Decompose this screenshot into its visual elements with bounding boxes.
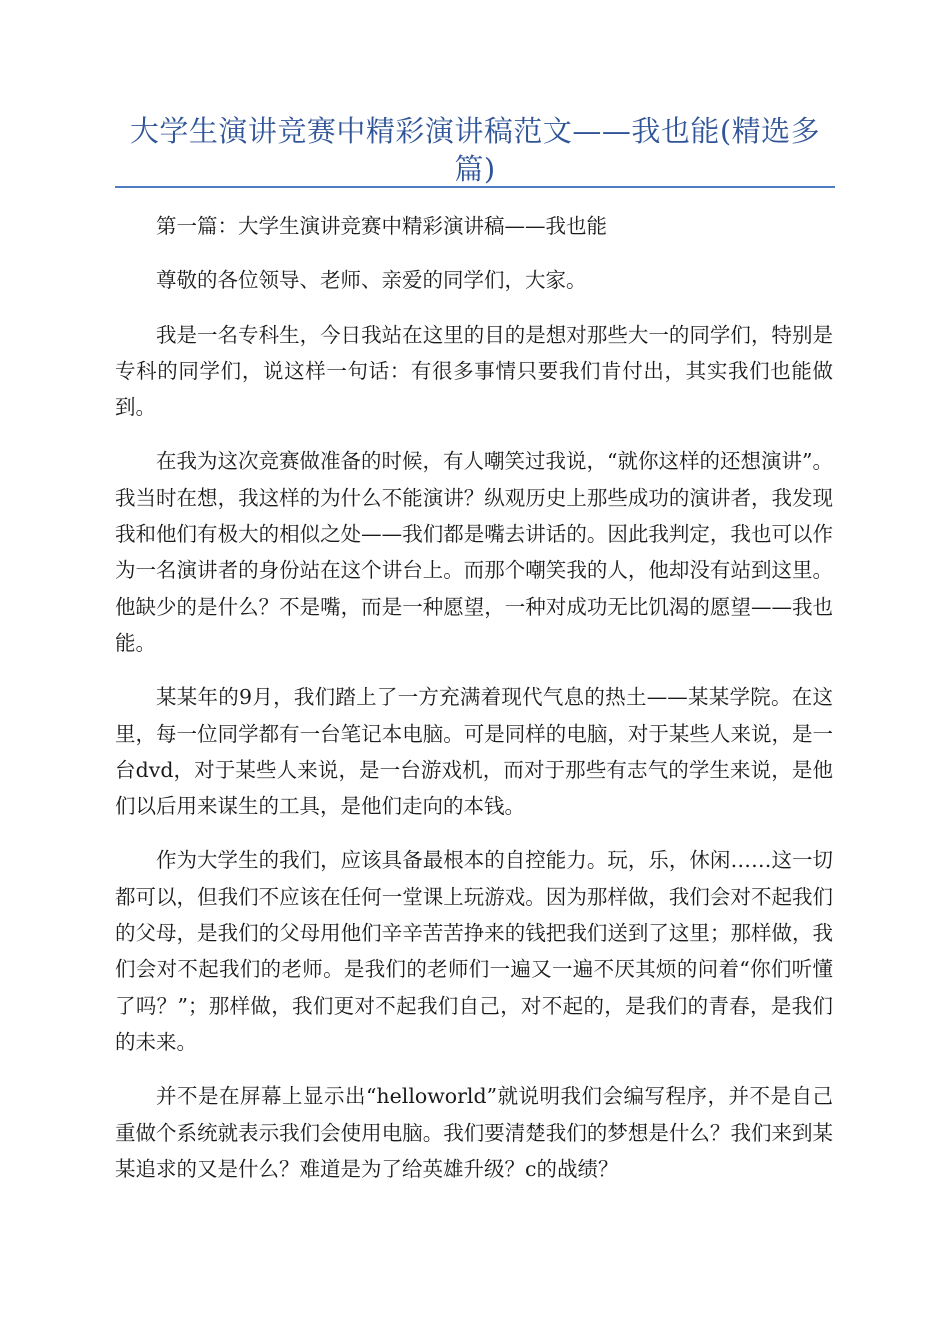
paragraph: 某某年的9月，我们踏上了一方充满着现代气息的热土——某某学院。在这里，每一位同学都有一台笔记本电脑。可是同样的电脑，对于某些人来说，是一台dvd，对于某些人来说，是一台游戏机，而对于那些有志气的学生来说，是他们以后用来谋生的工具，是他们走向的本钱。 [115,685,833,819]
document-body [115,208,833,1205]
paragraph: 尊敬的各位领导、老师、亲爱的同学们，大家。 [156,268,587,293]
paragraph: 作为大学生的我们，应该具备最根本的自控能力。玩，乐，休闲……这一切都可以，但我们不应该在任何一堂课上玩游戏。因为那样做，我们会对不起我们的父母，是我们的父母用他们辛辛苦苦挣来的钱把我们送到了这里；那样做，我们会对不起我们的老师。是我们的老师们一遍又一遍不厌其烦的问着“你们听懂了吗？”；那样做，我们更对不起我们自己，对不起的，是我们的青春，是我们的未来。 [115,848,833,1054]
paragraph: 我是一名专科生，今日我站在这里的目的是想对那些大一的同学们，特别是专科的同学们，说这样一句话：有很多事情只要我们肯付出，其实我们也能做到。 [115,322,833,420]
paragraph: 并不是在屏幕上显示出“helloworld”就说明我们会编写程序，并不是自己重做个系统就表示我们会使用电脑。我们要清楚我们的梦想是什么？我们来到某某追求的又是什么？难道是为了给英雄升级？c的战绩？ [115,1084,833,1181]
paragraph: 在我为这次竞赛做准备的时候，有人嘲笑过我说，“就你这样的还想演讲”。我当时在想，我这样的为什么不能演讲？纵观历史上那些成功的演讲者，我发现我和他们有极大的相似之处——我们都是嘴去讲话的。因此我判定，我也可以作为一名演讲者的身份站在这个讲台上。而那个嘲笑我的人，他却没有站到这里。他缺少的是什么？不是嘴，而是一种愿望，一种对成功无比饥渴的愿望——我也能。 [115,449,833,655]
document-title: 大学生演讲竞赛中精彩演讲稿范文——我也能(精选多篇) [129,114,821,186]
paragraph: 第一篇：大学生演讲竞赛中精彩演讲稿——我也能 [156,214,607,238]
title-underline [115,186,835,188]
